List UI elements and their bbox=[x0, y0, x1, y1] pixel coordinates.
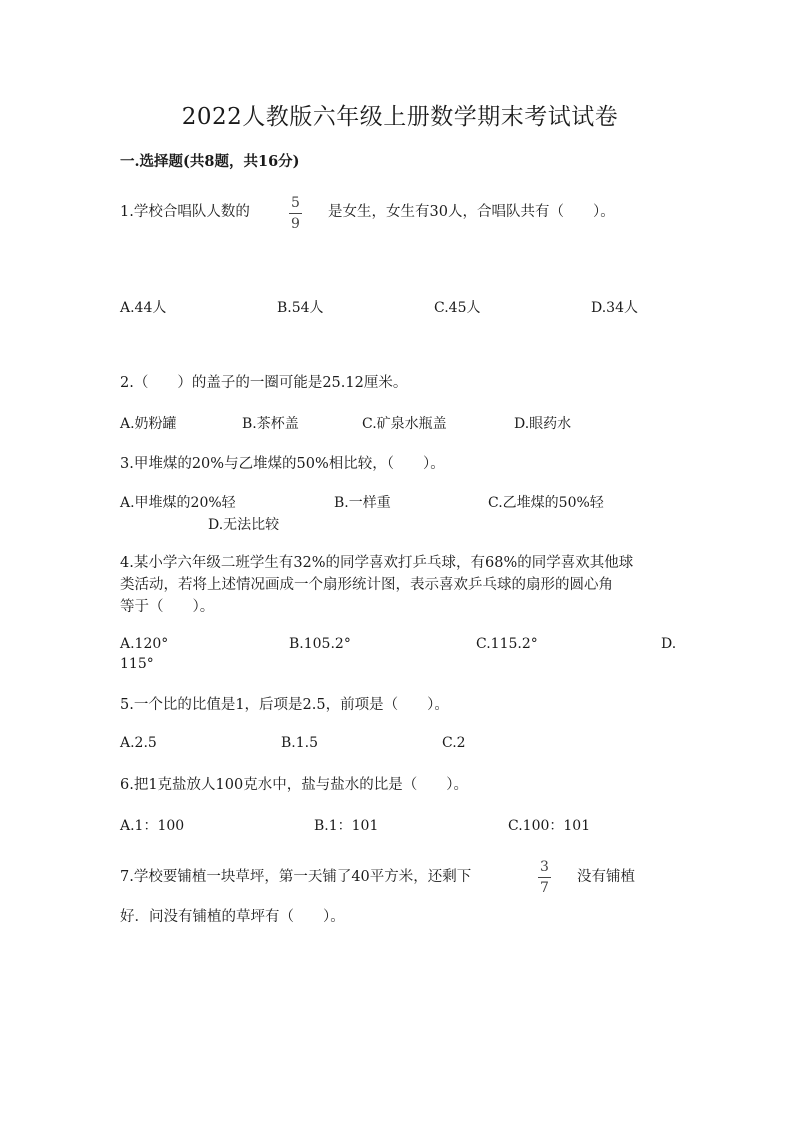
fraction-bar bbox=[289, 213, 302, 214]
question-7-fraction bbox=[538, 860, 551, 895]
question-7-suffix: 没有铺植 bbox=[577, 869, 635, 885]
question-4-option-d[interactable]: D. bbox=[661, 636, 677, 652]
fraction-denominator: 9 bbox=[291, 216, 300, 232]
question-4-option-b[interactable]: B.105.2° bbox=[289, 636, 351, 652]
question-2-option-d[interactable]: D.眼药水 bbox=[514, 416, 572, 432]
question-3-option-d[interactable]: D.无法比较 bbox=[208, 517, 280, 533]
question-4-option-a[interactable]: A.120° bbox=[120, 636, 169, 652]
section-heading: 一.选择题(共8题，共16分) bbox=[120, 153, 300, 170]
question-3-option-b[interactable]: B.一样重 bbox=[334, 495, 391, 511]
question-3-option-c[interactable]: C.乙堆煤的50%轻 bbox=[488, 495, 604, 511]
fraction-bar bbox=[538, 877, 551, 878]
question-5-option-c[interactable]: C.2 bbox=[442, 735, 466, 751]
question-1-option-c[interactable]: C.45人 bbox=[434, 300, 481, 316]
question-3-text: 3.甲堆煤的20%与乙堆煤的50%相比较，（ ）。 bbox=[120, 456, 445, 472]
question-5-option-a[interactable]: A.2.5 bbox=[120, 735, 157, 751]
page-title: 2022人教版六年级上册数学期末考试试卷 bbox=[181, 104, 619, 130]
question-1-fraction bbox=[289, 196, 302, 231]
question-3-option-a[interactable]: A.甲堆煤的20%轻 bbox=[120, 495, 236, 511]
question-6-option-b[interactable]: B.1：101 bbox=[314, 818, 379, 834]
question-2-text: 2.（ ）的盖子的一圈可能是25.12厘米。 bbox=[120, 375, 408, 391]
question-4-line-3: 等于（ ）。 bbox=[120, 599, 215, 615]
question-4-option-c[interactable]: C.115.2° bbox=[476, 636, 538, 652]
question-6-option-a[interactable]: A.1：100 bbox=[120, 818, 185, 834]
question-1-option-b[interactable]: B.54人 bbox=[277, 300, 324, 316]
question-6-text: 6.把1克盐放人100克水中，盐与盐水的比是（ ）。 bbox=[120, 777, 468, 793]
question-5-option-b[interactable]: B.1.5 bbox=[281, 735, 319, 751]
question-2-option-c[interactable]: C.矿泉水瓶盖 bbox=[362, 416, 447, 432]
fraction-numerator: 5 bbox=[291, 195, 300, 211]
fraction-numerator: 3 bbox=[540, 859, 549, 875]
question-4-option-d-value: 115° bbox=[120, 656, 154, 672]
question-1-option-d[interactable]: D.34人 bbox=[591, 300, 638, 316]
question-1-suffix: 是女生，女生有30人，合唱队共有（ ）。 bbox=[328, 204, 615, 220]
question-7-prefix: 7.学校要铺植一块草坪，第一天铺了40平方米，还剩下 bbox=[120, 869, 472, 885]
question-1-option-a[interactable]: A.44人 bbox=[120, 300, 167, 316]
question-7-line-2: 好．问没有铺植的草坪有（ ）。 bbox=[120, 909, 345, 925]
question-5-text: 5.一个比的比值是1，后项是2.5，前项是（ ）。 bbox=[120, 697, 449, 713]
question-4-line-2: 类活动，若将上述情况画成一个扇形统计图，表示喜欢乒乓球的扇形的圆心角 bbox=[120, 577, 613, 593]
question-4-line-1: 4.某小学六年级二班学生有32%的同学喜欢打乒乓球，有68%的同学喜欢其他球 bbox=[120, 555, 634, 571]
fraction-denominator: 7 bbox=[540, 880, 549, 896]
question-6-option-c[interactable]: C.100：101 bbox=[508, 818, 591, 834]
question-1-prefix: 1.学校合唱队人数的 bbox=[120, 204, 250, 220]
question-2-option-b[interactable]: B.茶杯盖 bbox=[242, 416, 299, 432]
question-2-option-a[interactable]: A.奶粉罐 bbox=[120, 416, 177, 432]
